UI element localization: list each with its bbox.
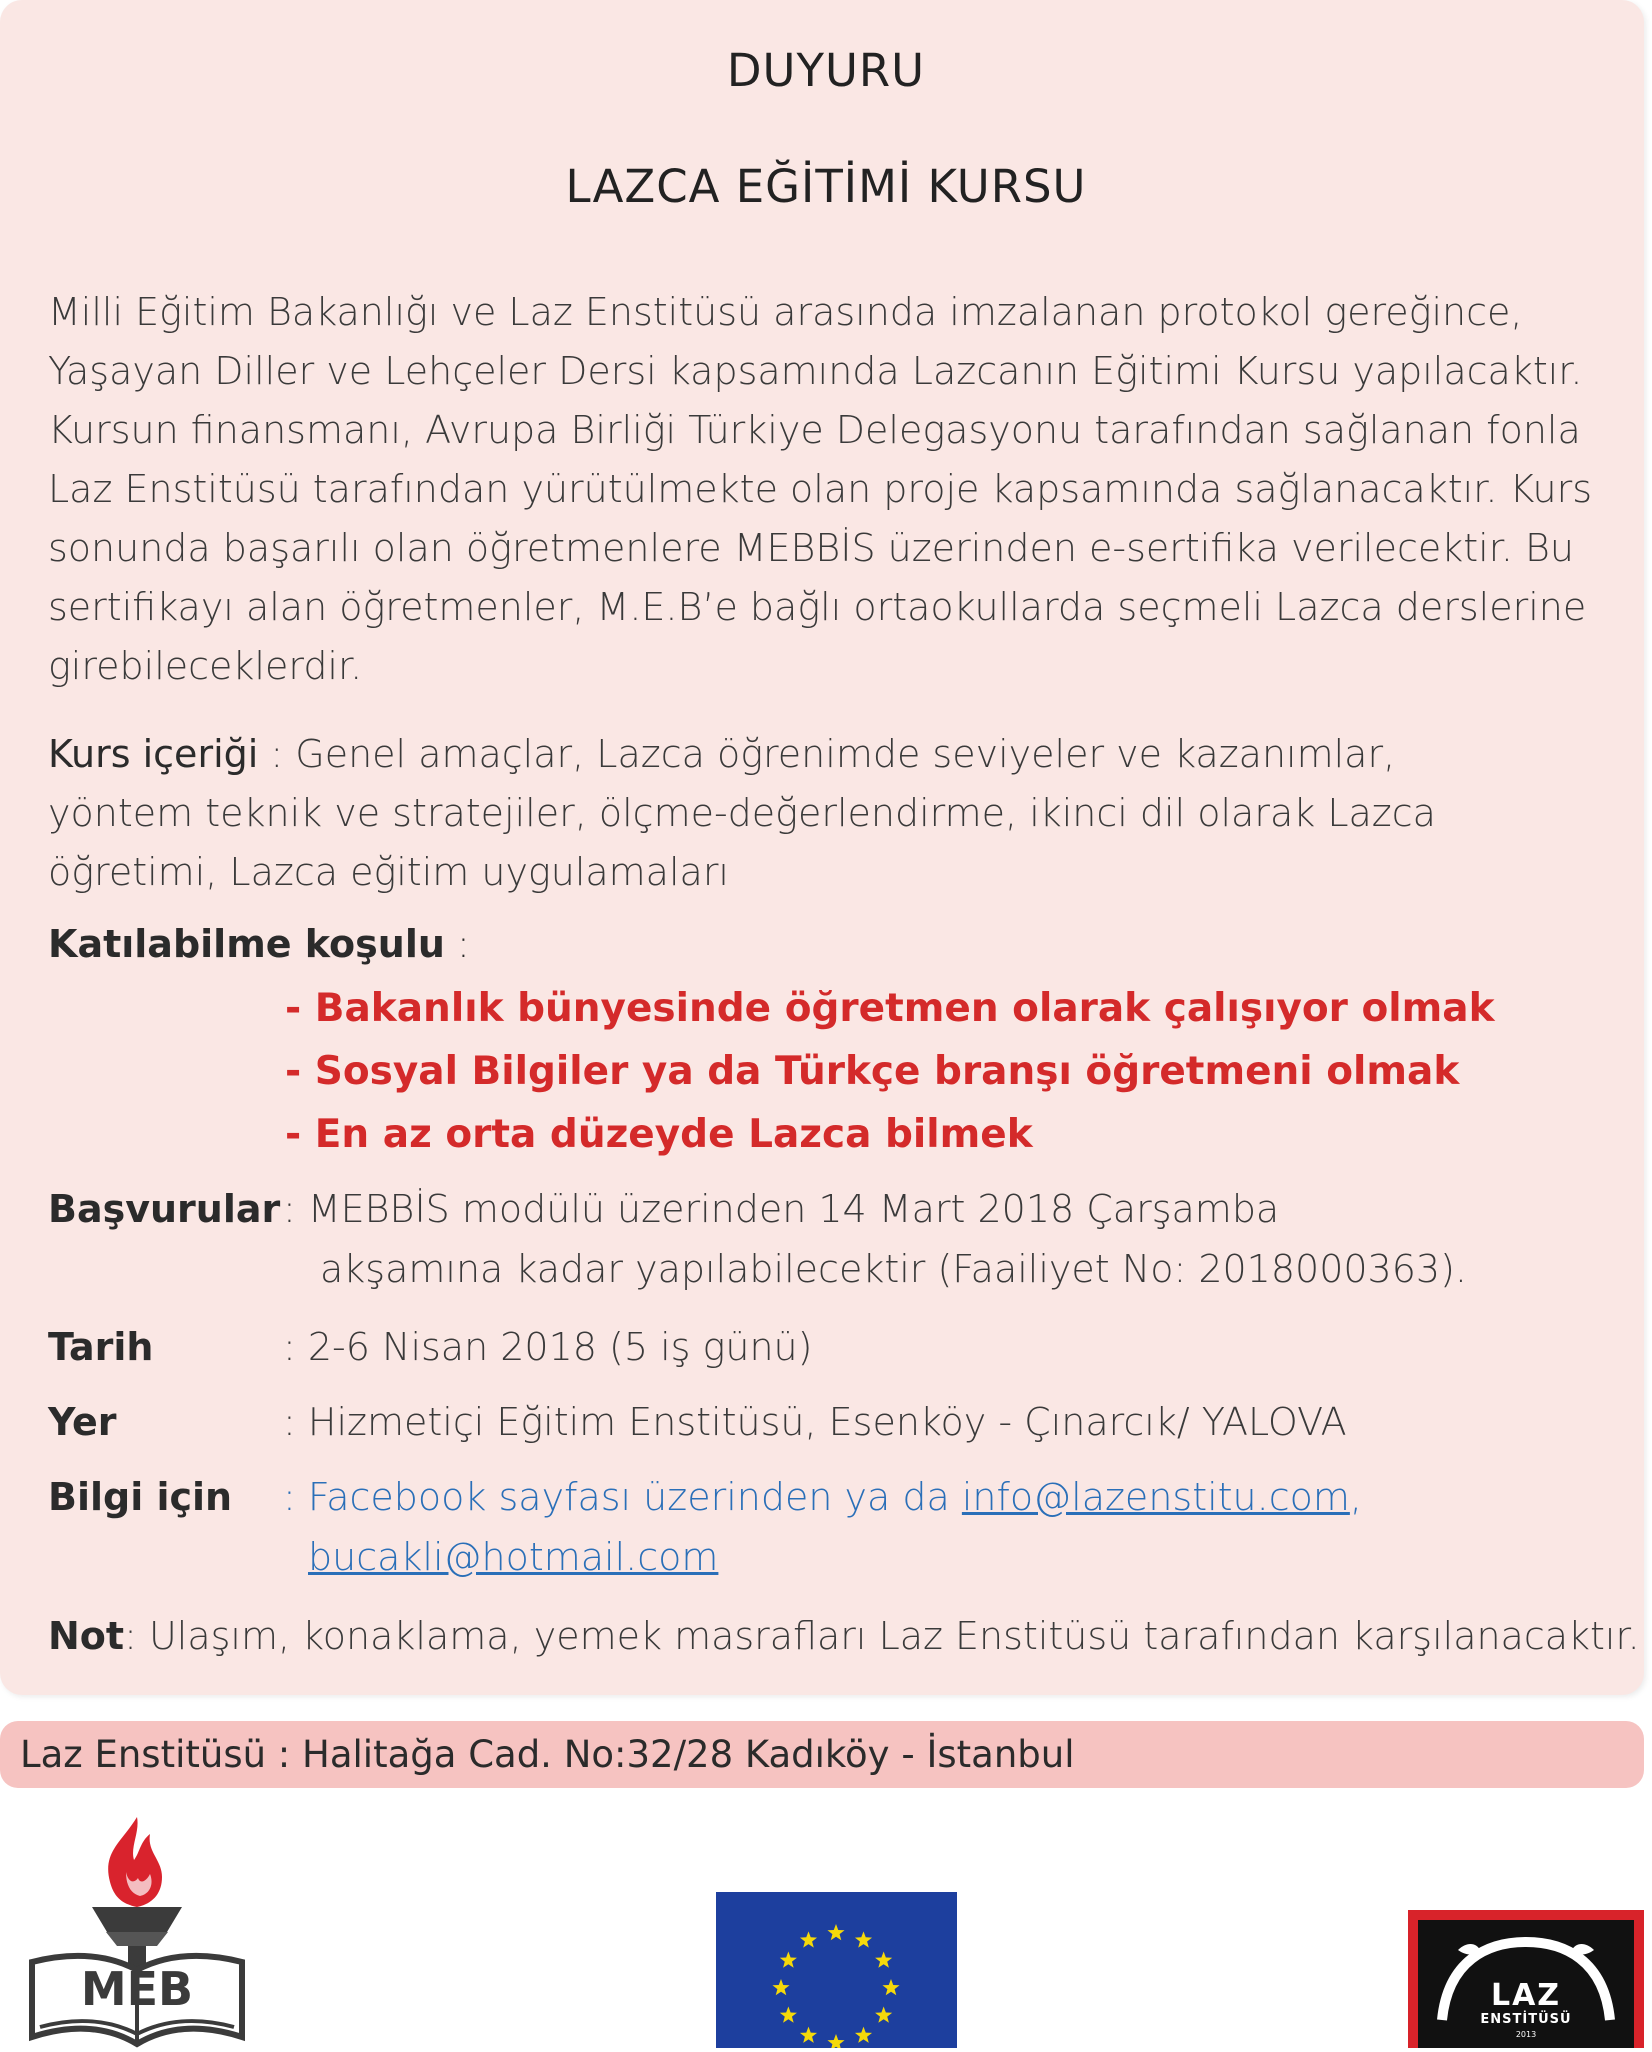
address-bar: [0, 1721, 1644, 1788]
intro-line: girebileceklerdir.: [48, 644, 363, 688]
eu-flag: [716, 1892, 957, 2048]
eligibility-item: - En az orta düzeyde Lazca bilmek: [285, 1112, 1033, 1157]
applications-line1: : MEBBİS modülü üzerinden 14 Mart 2018 Çarşamba: [283, 1187, 1280, 1231]
info-label: Bilgi için: [48, 1475, 233, 1519]
eu-star-icon: [780, 1952, 797, 1968]
date-label: Tarih: [48, 1325, 154, 1369]
bucakli-email-link[interactable]: bucakli@hotmail.com: [308, 1535, 719, 1579]
eligibility-heading: [48, 922, 470, 966]
course-title: LAZCA EĞİTİMİ KURSU: [565, 160, 1087, 213]
content-label: Kurs içeriği: [48, 732, 259, 776]
intro-line: Yaşayan Diller ve Lehçeler Dersi kapsamında Lazcanın Eğitimi Kursu yapılacaktır.: [48, 349, 1583, 393]
intro-line: Milli Eğitim Bakanlığı ve Laz Enstitüsü arasında imzalanan protokol gereğince,: [48, 290, 1523, 334]
eu-star-icon: [882, 1979, 899, 1995]
content-line: [48, 725, 1596, 784]
meb-logo-text: MEB: [80, 1962, 194, 2016]
laz-logo-inner: [1418, 1920, 1634, 2048]
intro-line: Kursun finansmanı, Avrupa Birliği Türkiye Delegasyonu tarafından sağlanan fonla: [48, 408, 1581, 452]
address-text: Laz Enstitüsü : Halitağa Cad. No:32/28 Kadıköy - İstanbul: [20, 1733, 1075, 1776]
eligibility-item: - Bakanlık bünyesinde öğretmen olarak çalışıyor olmak: [285, 986, 1495, 1031]
laz-logo-year: 2013: [1515, 2030, 1537, 2039]
laz-logo-subtitle: ENSTİTÜSÜ: [1480, 2012, 1572, 2027]
eu-stars-icon: [716, 1892, 957, 2048]
applications-label: Başvurular: [48, 1187, 281, 1231]
intro-line: sonunda başarılı olan öğretmenlere MEBBİS üzerinden e-sertifika verilecektir. Bu: [48, 526, 1574, 570]
eligibility-colon: :: [444, 922, 470, 966]
note-label: Not: [48, 1614, 125, 1658]
intro-line: sertifikayı alan öğretmenler, M.E.B’e bağlı ortaokullarda seçmeli Lazca derslerine: [48, 585, 1587, 629]
page-title: DUYURU: [726, 44, 926, 97]
place-label: Yer: [48, 1400, 117, 1444]
intro-line: Laz Enstitüsü tarafından yürütülmekte olan proje kapsamında sağlanacaktır. Kurs: [48, 467, 1593, 511]
note-text: : Ulaşım, konaklama, yemek masrafları Laz Enstitüsü tarafından karşılanacaktır.: [124, 1614, 1640, 1658]
eligibility-label: Katılabilme koşulu: [48, 922, 445, 966]
eu-star-icon: [875, 2007, 892, 2023]
laz-enstitusu-logo: [1408, 1910, 1644, 2048]
place-value: : Hizmetiçi Eğitim Enstitüsü, Esenköy - Çınarcık/ YALOVA: [283, 1400, 1347, 1444]
course-content: [48, 725, 1596, 902]
info-line2: [308, 1535, 718, 1579]
note-line: [48, 1614, 1640, 1658]
content-line: yöntem teknik ve stratejiler, ölçme-değerlendirme, ikinci dil olarak Lazca: [48, 791, 1436, 835]
eu-star-icon: [800, 2027, 817, 2043]
info-line: [283, 1475, 1362, 1519]
content-line: öğretimi, Lazca eğitim uygulamaları: [48, 850, 729, 894]
info-email-link[interactable]: info@lazenstitu.com: [961, 1475, 1350, 1519]
eu-star-icon: [827, 1924, 844, 1940]
eu-star-icon: [855, 2027, 872, 2043]
info-prefix: : Facebook sayfası üzerinden ya da: [283, 1475, 962, 1519]
meb-logo: [22, 1812, 252, 2048]
eu-star-icon: [855, 1931, 872, 1947]
info-comma: ,: [1349, 1475, 1362, 1519]
content-text: : Genel amaçlar, Lazca öğrenimde seviyeler ve kazanımlar,: [258, 732, 1396, 776]
intro-paragraph: [48, 283, 1596, 696]
eu-star-icon: [800, 1931, 817, 1947]
eu-star-icon: [827, 2034, 844, 2048]
eligibility-item: - Sosyal Bilgiler ya da Türkçe branşı öğretmeni olmak: [285, 1049, 1460, 1094]
laz-logo-title: LAZ: [1490, 1978, 1562, 2013]
date-value: : 2-6 Nisan 2018 (5 iş günü): [283, 1325, 813, 1369]
eu-star-icon: [772, 1979, 789, 1995]
applications-line2: akşamına kadar yapılabilecektir (Faailiyet No: 2018000363).: [320, 1247, 1467, 1291]
eu-star-icon: [780, 2007, 797, 2023]
eu-star-icon: [875, 1952, 892, 1968]
